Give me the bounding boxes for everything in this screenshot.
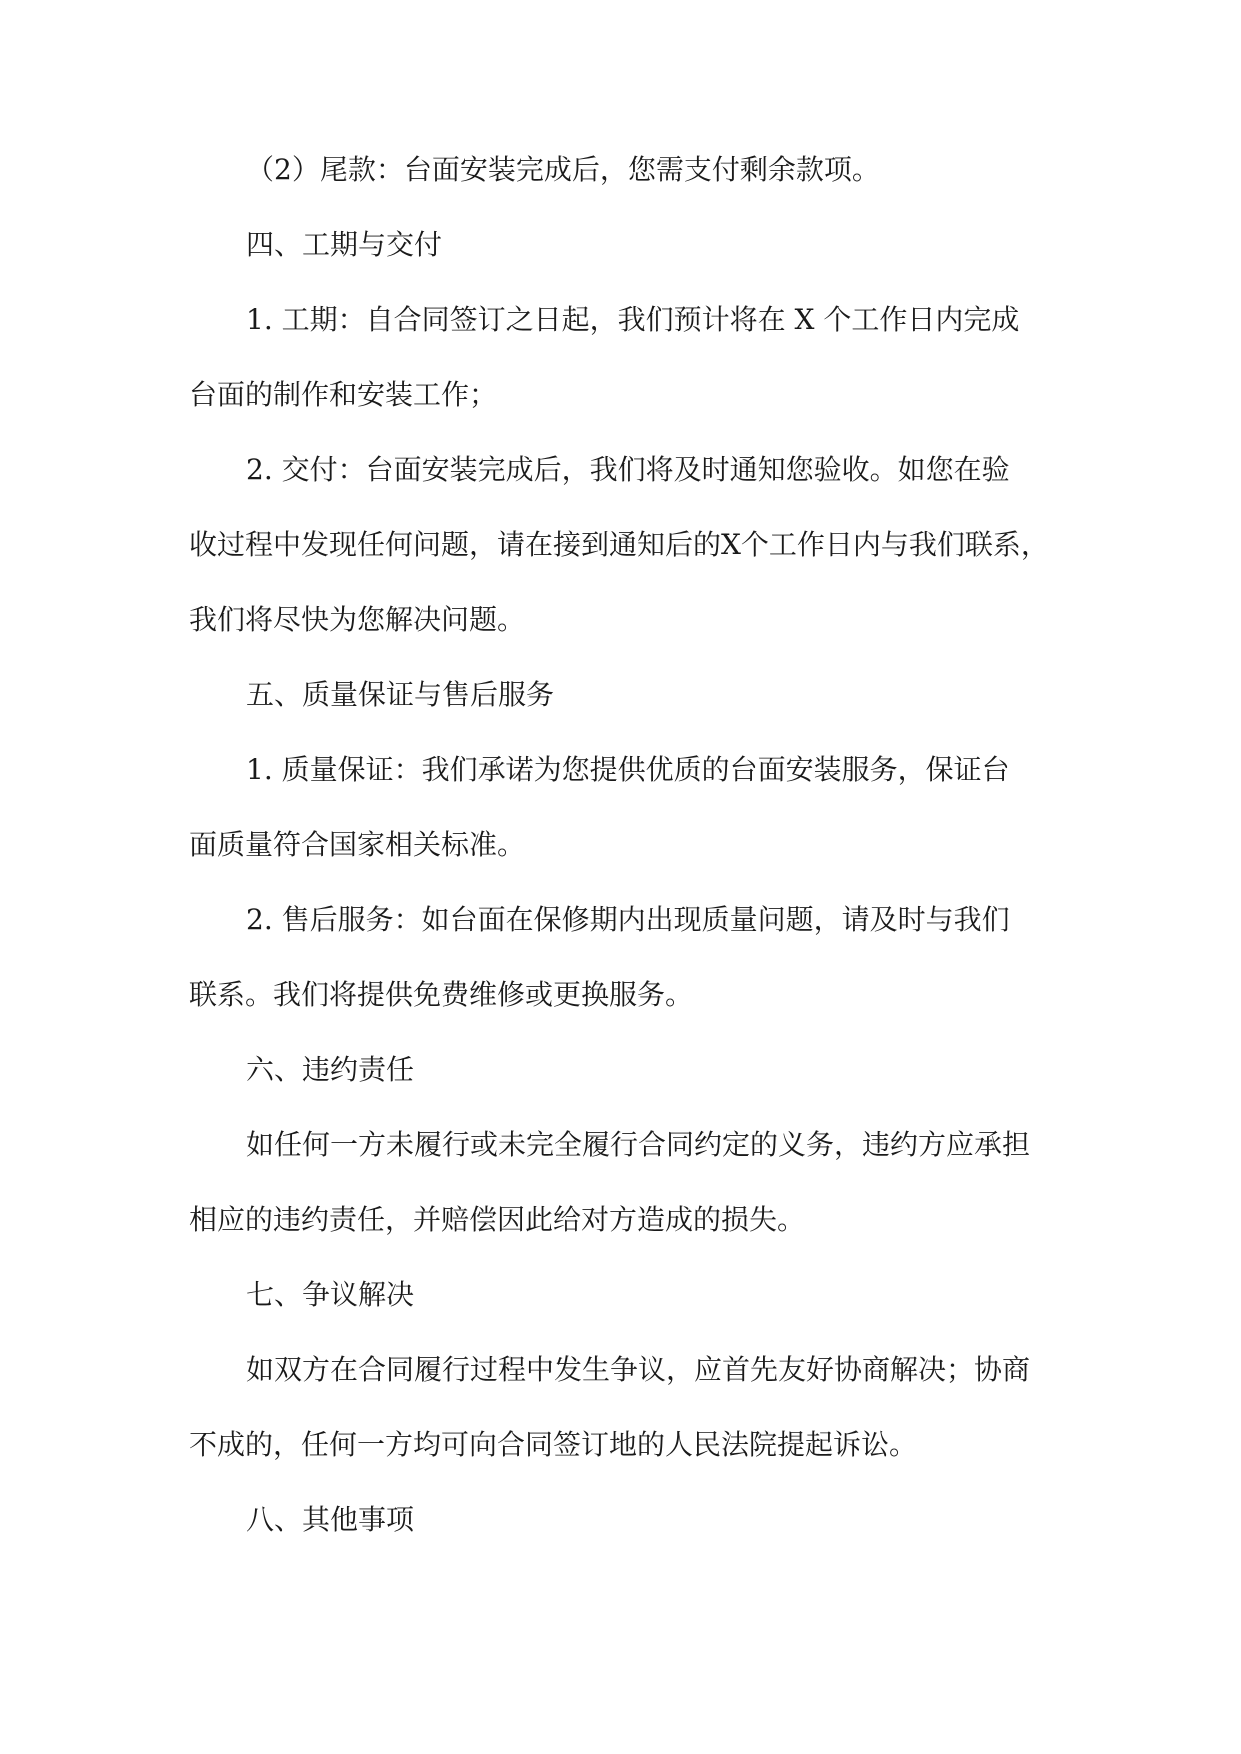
paragraph-delivery-line-3: 我们将尽快为您解决问题。: [189, 603, 526, 636]
paragraph-disputes-line-2: 不成的，任何一方均可向合同签订地的人民法院提起诉讼。: [189, 1428, 918, 1461]
paragraph-quality-line-1: 1. 质量保证：我们承诺为您提供优质的台面安装服务，保证台: [246, 753, 1010, 786]
paragraph-quality-line-2: 面质量符合国家相关标准。: [189, 828, 526, 861]
paragraph-schedule-line-1: 1. 工期：自合同签订之日起，我们预计将在 X 个工作日内完成: [246, 303, 1020, 336]
section-heading-disputes: 七、争议解决: [246, 1278, 415, 1311]
paragraph-final-payment: （2）尾款：台面安装完成后，您需支付剩余款项。: [246, 153, 880, 186]
paragraph-aftersales-line-1: 2. 售后服务：如台面在保修期内出现质量问题，请及时与我们: [246, 903, 1010, 936]
section-heading-other-matters: 八、其他事项: [246, 1503, 415, 1536]
paragraph-delivery-line-2: 收过程中发现任何问题，请在接到通知后的X个工作日内与我们联系，: [189, 528, 1049, 561]
section-heading-breach: 六、违约责任: [246, 1053, 415, 1086]
paragraph-breach-line-1: 如任何一方未履行或未完全履行合同约定的义务，违约方应承担: [246, 1128, 1031, 1161]
section-heading-quality-service: 五、质量保证与售后服务: [246, 678, 555, 711]
paragraph-aftersales-line-2: 联系。我们将提供免费维修或更换服务。: [189, 978, 694, 1011]
paragraph-breach-line-2: 相应的违约责任，并赔偿因此给对方造成的损失。: [189, 1203, 806, 1236]
paragraph-disputes-line-1: 如双方在合同履行过程中发生争议，应首先友好协商解决；协商: [246, 1353, 1031, 1386]
paragraph-schedule-line-2: 台面的制作和安装工作；: [189, 378, 498, 411]
section-heading-schedule-delivery: 四、工期与交付: [246, 228, 443, 261]
paragraph-delivery-line-1: 2. 交付：台面安装完成后，我们将及时通知您验收。如您在验: [246, 453, 1010, 486]
